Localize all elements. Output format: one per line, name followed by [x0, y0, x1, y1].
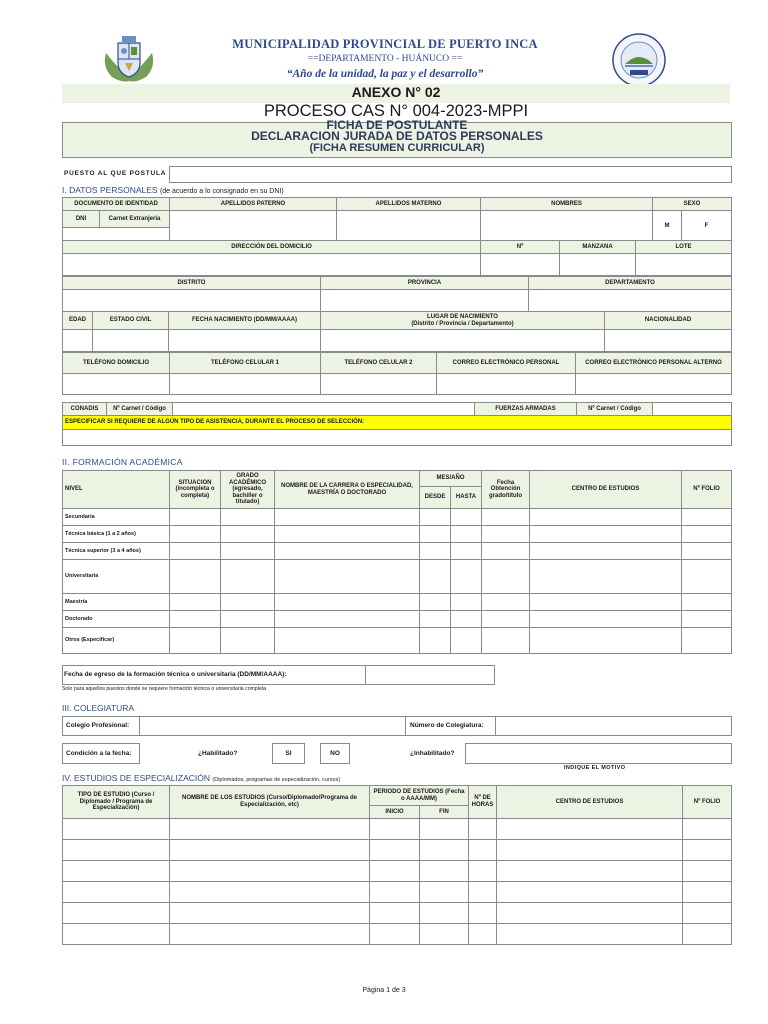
specialization-cell-input[interactable] — [683, 903, 732, 924]
academic-cell-input[interactable] — [170, 628, 221, 654]
section-1-title — [62, 185, 284, 195]
specialization-cell-input[interactable] — [370, 840, 420, 861]
page-number: Página 1 de 3 — [362, 987, 406, 994]
table-row — [63, 840, 732, 861]
lnac-sub: (Distrito / Provincia / Departamento) — [411, 320, 514, 327]
anexo-title: ANEXO N° 02 — [351, 84, 441, 100]
correoalt-input[interactable] — [576, 374, 732, 395]
table-row — [63, 924, 732, 945]
ficha-title-3: (FICHA RESUMEN CURRICULAR) — [309, 142, 485, 154]
academic-cell-input[interactable] — [275, 628, 420, 654]
specialization-cell-input[interactable] — [170, 903, 370, 924]
academic-cell-input[interactable] — [170, 560, 221, 594]
specialization-cell-input[interactable] — [370, 882, 420, 903]
lnac-input[interactable] — [321, 330, 605, 352]
civil-header: ESTADO CIVIL — [93, 312, 169, 330]
specialization-cell-input[interactable] — [170, 882, 370, 903]
specialization-cell-input[interactable] — [683, 861, 732, 882]
organization-name: MUNICIPALIDAD PROVINCIAL DE PUERTO INCA — [232, 37, 538, 51]
table-row — [63, 594, 732, 611]
academic-cell-input[interactable] — [420, 611, 451, 628]
conadis-table — [62, 402, 732, 446]
civil-input[interactable] — [93, 330, 169, 352]
tcel1-header: TELÉFONO CELULAR 1 — [170, 353, 321, 374]
academic-table — [62, 470, 732, 654]
specialization-cell-input[interactable] — [469, 861, 497, 882]
academic-cell-input[interactable] — [420, 526, 451, 543]
table-row — [63, 628, 732, 654]
specialization-cell-input[interactable] — [683, 882, 732, 903]
conadis-label: CONADIS — [63, 403, 107, 416]
inhabilitado-label: ¿Inhabilitado? — [410, 750, 455, 757]
specialization-cell-input[interactable] — [63, 882, 170, 903]
nac-header: NACIONALIDAD — [605, 312, 732, 330]
academic-cell-input[interactable] — [451, 611, 482, 628]
table-row — [63, 882, 732, 903]
specialization-cell-input[interactable] — [63, 819, 170, 840]
specialization-cell-input[interactable] — [469, 840, 497, 861]
hasta-header: HASTA — [451, 487, 482, 509]
academic-cell-input[interactable] — [482, 543, 530, 560]
academic-cell-input[interactable] — [221, 594, 275, 611]
specialization-cell-input[interactable] — [469, 882, 497, 903]
sexo-m[interactable]: M — [653, 211, 682, 242]
fin-header: FIN — [420, 806, 469, 819]
specialization-cell-input[interactable] — [497, 924, 683, 945]
numcol-input[interactable] — [495, 716, 732, 736]
academic-level-label: Técnica superior (3 a 4 años) — [63, 543, 170, 560]
academic-cell-input[interactable] — [170, 594, 221, 611]
academic-level-label: Maestría — [63, 594, 170, 611]
table-row — [63, 861, 732, 882]
section-1-note: (de acuerdo a lo consignado en su DNI) — [159, 188, 284, 195]
academic-cell-input[interactable] — [451, 526, 482, 543]
specialization-cell-input[interactable] — [469, 903, 497, 924]
manzana-header: MANZANA — [560, 241, 636, 254]
specialization-cell-input[interactable] — [170, 819, 370, 840]
academic-cell-input[interactable] — [530, 509, 682, 526]
academic-cell-input[interactable] — [170, 509, 221, 526]
folio-header: Nº FOLIO — [682, 471, 732, 509]
table-row — [63, 903, 732, 924]
academic-cell-input[interactable] — [420, 509, 451, 526]
ffaa-label: FUERZAS ARMADAS — [475, 403, 577, 416]
ficha-title-1: FICHA DE POSTULANTE — [326, 118, 468, 132]
section-1-heading: I. DATOS PERSONALES — [62, 185, 158, 195]
academic-cell-input[interactable] — [221, 543, 275, 560]
academic-cell-input[interactable] — [682, 526, 732, 543]
puesto-input[interactable] — [169, 166, 732, 183]
academic-cell-input[interactable] — [451, 509, 482, 526]
distrito-input[interactable] — [63, 290, 321, 312]
materno-header: APELLIDOS MATERNO — [337, 198, 481, 211]
specialization-cell-input[interactable] — [370, 861, 420, 882]
section-4-title — [62, 773, 340, 783]
lnac-label: LUGAR DE NACIMIENTO — [427, 313, 498, 320]
num-input[interactable] — [481, 254, 560, 276]
ffaa-carnet-label: Nº Carnet / Código — [577, 403, 653, 416]
section-4-note: (Diplomados, programas de especialización, cursos) — [212, 777, 341, 783]
provincia-input[interactable] — [321, 290, 529, 312]
edad-input[interactable] — [63, 330, 93, 352]
specialization-cell-input[interactable] — [420, 840, 469, 861]
specialization-cell-input[interactable] — [497, 861, 683, 882]
academic-cell-input[interactable] — [482, 594, 530, 611]
academic-cell-input[interactable] — [482, 628, 530, 654]
sexo-f[interactable]: F — [682, 211, 732, 242]
nombres-header: NOMBRES — [481, 198, 653, 211]
egreso-note: Solo para aquellos puestos donde se requiere formación técnica o universitaria completa — [62, 686, 267, 692]
academic-cell-input[interactable] — [451, 594, 482, 611]
academic-cell-input[interactable] — [682, 594, 732, 611]
fnac-header: FECHA NACIMIENTO (DD/MM/AAAA) — [169, 312, 321, 330]
departamento-input[interactable] — [529, 290, 732, 312]
academic-cell-input[interactable] — [530, 526, 682, 543]
centro4-header: CENTRO DE ESTUDIOS — [497, 786, 683, 819]
materno-input[interactable] — [337, 211, 481, 242]
section-3-title: III. COLEGIATURA — [62, 703, 135, 713]
specialization-cell-input[interactable] — [170, 861, 370, 882]
mesano-header: MES/AÑO — [420, 471, 482, 487]
correo-input[interactable] — [437, 374, 576, 395]
carnet-label: Carnet Extranjería — [100, 211, 170, 228]
academic-cell-input[interactable] — [420, 560, 451, 594]
specialization-cell-input[interactable] — [170, 924, 370, 945]
section-4-heading: IV. ESTUDIOS DE ESPECIALIZACIÓN — [62, 773, 211, 783]
specialization-cell-input[interactable] — [63, 924, 170, 945]
academic-cell-input[interactable] — [275, 594, 420, 611]
horas-header: Nº DE HORAS — [469, 786, 497, 819]
academic-cell-input[interactable] — [420, 594, 451, 611]
condicion-label: Condición a la fecha: — [66, 750, 132, 757]
academic-cell-input[interactable] — [420, 543, 451, 560]
sexo-header: SEXO — [653, 198, 732, 211]
personal-data-table-4 — [62, 311, 732, 352]
edad-header: EDAD — [63, 312, 93, 330]
academic-cell-input[interactable] — [221, 560, 275, 594]
academic-level-label: Doctorado — [63, 611, 170, 628]
specialization-cell-input[interactable] — [63, 903, 170, 924]
specialization-cell-input[interactable] — [497, 840, 683, 861]
dni-label: DNI — [63, 211, 100, 228]
ffaa-input[interactable] — [653, 403, 732, 416]
egreso-label: Fecha de egreso de la formación técnica o universitaria (DD/MM/AAAA): — [64, 671, 287, 678]
academic-cell-input[interactable] — [275, 560, 420, 594]
conadis-input[interactable] — [173, 403, 475, 416]
peru-coat-of-arms-icon — [100, 33, 158, 85]
doc-header: DOCUMENTO DE IDENTIDAD — [63, 198, 170, 211]
nivel-header: NIVEL — [63, 471, 170, 509]
academic-cell-input[interactable] — [482, 509, 530, 526]
nombre-header: NOMBRE DE LOS ESTUDIOS (Curso/Diplomado/Programa de Especialización, etc) — [170, 786, 370, 819]
academic-cell-input[interactable] — [221, 611, 275, 628]
situacion-header: SITUACION (incompleta o completa) — [170, 471, 221, 509]
folio4-header: Nº FOLIO — [683, 786, 732, 819]
specialization-cell-input[interactable] — [170, 840, 370, 861]
specialization-cell-input[interactable] — [683, 924, 732, 945]
distrito-header: DISTRITO — [63, 277, 321, 290]
academic-cell-input[interactable] — [451, 628, 482, 654]
tcel1-input[interactable] — [170, 374, 321, 395]
correoalt-header: CORREO ELECTRÓNICO PERSONAL ALTERNO — [576, 353, 732, 374]
academic-cell-input[interactable] — [482, 526, 530, 543]
desde-header: DESDE — [420, 487, 451, 509]
specialization-cell-input[interactable] — [370, 903, 420, 924]
numcol-label: Número de Colegiatura: — [410, 722, 484, 729]
fecha-header: Fecha Obtención grado/título — [482, 471, 530, 509]
specialization-cell-input[interactable] — [497, 882, 683, 903]
academic-cell-input[interactable] — [221, 526, 275, 543]
academic-cell-input[interactable] — [275, 526, 420, 543]
academic-cell-input[interactable] — [682, 628, 732, 654]
paterno-input[interactable] — [170, 211, 337, 242]
nombres-input[interactable] — [481, 211, 653, 242]
specialization-table — [62, 785, 732, 945]
department-line: ==DEPARTAMENTO - HUÁNUCO == — [307, 54, 463, 64]
personal-data-table-5 — [62, 352, 732, 395]
section-2-title: II. FORMACIÓN ACADÉMICA — [62, 457, 183, 467]
academic-cell-input[interactable] — [451, 560, 482, 594]
table-row — [63, 526, 732, 543]
periodo-header: PERIODO DE ESTUDIOS (Fecha o AAAA/MM) — [370, 786, 469, 806]
puesto-label: PUESTO AL QUE POSTULA — [64, 170, 167, 177]
specialization-cell-input[interactable] — [469, 819, 497, 840]
specialization-cell-input[interactable] — [370, 819, 420, 840]
inicio-header: INICIO — [370, 806, 420, 819]
academic-cell-input[interactable] — [682, 560, 732, 594]
specialization-cell-input[interactable] — [370, 924, 420, 945]
academic-cell-input[interactable] — [530, 594, 682, 611]
asistencia-label: ESPECIFICAR SI REQUIERE DE ALGÚN TIPO DE ASISTENCIA, DURANTE EL PROCESO DE SELECCIÓN: — [63, 416, 732, 430]
academic-level-label: Universitaria — [63, 560, 170, 594]
academic-cell-input[interactable] — [530, 628, 682, 654]
specialization-cell-input[interactable] — [420, 861, 469, 882]
academic-cell-input[interactable] — [275, 611, 420, 628]
specialization-cell-input[interactable] — [683, 840, 732, 861]
tdom-input[interactable] — [63, 374, 170, 395]
academic-cell-input[interactable] — [170, 543, 221, 560]
lote-input[interactable] — [636, 254, 732, 276]
tipo-header: TIPO DE ESTUDIO (Curso / Diplomado / Programa de Especialización) — [63, 786, 170, 819]
egreso-input[interactable] — [365, 665, 495, 685]
fnac-input[interactable] — [169, 330, 321, 352]
specialization-cell-input[interactable] — [63, 861, 170, 882]
direccion-header: DIRECCIÓN DEL DOMICILIO — [63, 241, 481, 254]
academic-cell-input[interactable] — [170, 526, 221, 543]
num-header: Nº — [481, 241, 560, 254]
specialization-cell-input[interactable] — [497, 819, 683, 840]
no-option[interactable]: NO — [320, 743, 350, 764]
paterno-header: APELLIDOS PATERNO — [170, 198, 337, 211]
inhabilitado-input[interactable] — [465, 743, 732, 764]
academic-cell-input[interactable] — [275, 543, 420, 560]
academic-cell-input[interactable] — [451, 543, 482, 560]
academic-cell-input[interactable] — [530, 611, 682, 628]
municipal-seal-icon — [611, 32, 667, 88]
academic-cell-input[interactable] — [170, 611, 221, 628]
correo-header: CORREO ELECTRÓNICO PERSONAL — [437, 353, 576, 374]
academic-cell-input[interactable] — [530, 543, 682, 560]
tcel2-header: TELÉFONO CELULAR 2 — [321, 353, 437, 374]
colegio-label: Colegio Profesional: — [66, 722, 130, 729]
academic-cell-input[interactable] — [482, 560, 530, 594]
specialization-cell-input[interactable] — [63, 840, 170, 861]
personal-data-table-3 — [62, 276, 732, 312]
lote-header: LOTE — [636, 241, 732, 254]
academic-cell-input[interactable] — [420, 628, 451, 654]
ficha-title-2: DECLARACION JURADA DE DATOS PERSONALES — [251, 129, 543, 143]
specialization-cell-input[interactable] — [420, 819, 469, 840]
academic-cell-input[interactable] — [221, 628, 275, 654]
specialization-cell-input[interactable] — [420, 882, 469, 903]
motto: “Año de la unidad, la paz y el desarrollo” — [286, 68, 484, 80]
nac-input[interactable] — [605, 330, 732, 352]
motivo-label: INDIQUE EL MOTIVO — [564, 765, 626, 771]
manzana-input[interactable] — [560, 254, 636, 276]
academic-level-label: Secundaria — [63, 509, 170, 526]
departamento-header: DEPARTAMENTO — [529, 277, 732, 290]
conadis-carnet-label: Nº Carnet / Código — [107, 403, 173, 416]
lnac-header — [321, 312, 605, 330]
specialization-cell-input[interactable] — [497, 903, 683, 924]
academic-cell-input[interactable] — [482, 611, 530, 628]
habilitado-label: ¿Habilitado? — [198, 750, 238, 757]
colegio-input[interactable] — [139, 716, 406, 736]
specialization-cell-input[interactable] — [420, 924, 469, 945]
table-row — [63, 560, 732, 594]
table-row — [63, 819, 732, 840]
specialization-cell-input[interactable] — [683, 819, 732, 840]
table-row — [63, 611, 732, 628]
personal-data-table-1 — [62, 197, 732, 242]
academic-cell-input[interactable] — [682, 611, 732, 628]
academic-level-label: Otros (Especificar) — [63, 628, 170, 654]
centro-header: CENTRO DE ESTUDIOS — [530, 471, 682, 509]
specialization-cell-input[interactable] — [469, 924, 497, 945]
specialization-cell-input[interactable] — [420, 903, 469, 924]
academic-cell-input[interactable] — [682, 509, 732, 526]
provincia-header: PROVINCIA — [321, 277, 529, 290]
table-row — [63, 543, 732, 560]
personal-data-table-2 — [62, 240, 732, 276]
si-option[interactable]: SI — [272, 743, 305, 764]
academic-cell-input[interactable] — [221, 509, 275, 526]
academic-cell-input[interactable] — [275, 509, 420, 526]
tdom-header: TELÉFONO DOMICILIO — [63, 353, 170, 374]
proceso-title: PROCESO CAS N° 004-2023-MPPI — [263, 102, 529, 120]
academic-cell-input[interactable] — [530, 560, 682, 594]
academic-level-label: Técnica básica (1 a 2 años) — [63, 526, 170, 543]
grado-header: GRADO ACADÉMICO (egresado, bachiller o titulado) — [221, 471, 275, 509]
table-row — [63, 509, 732, 526]
direccion-input[interactable] — [63, 254, 481, 276]
carrera-header: NOMBRE DE LA CARRERA O ESPECIALIDAD, MAESTRÍA O DOCTORADO — [275, 471, 420, 509]
tcel2-input[interactable] — [321, 374, 437, 395]
asistencia-input[interactable] — [63, 430, 732, 446]
academic-cell-input[interactable] — [682, 543, 732, 560]
